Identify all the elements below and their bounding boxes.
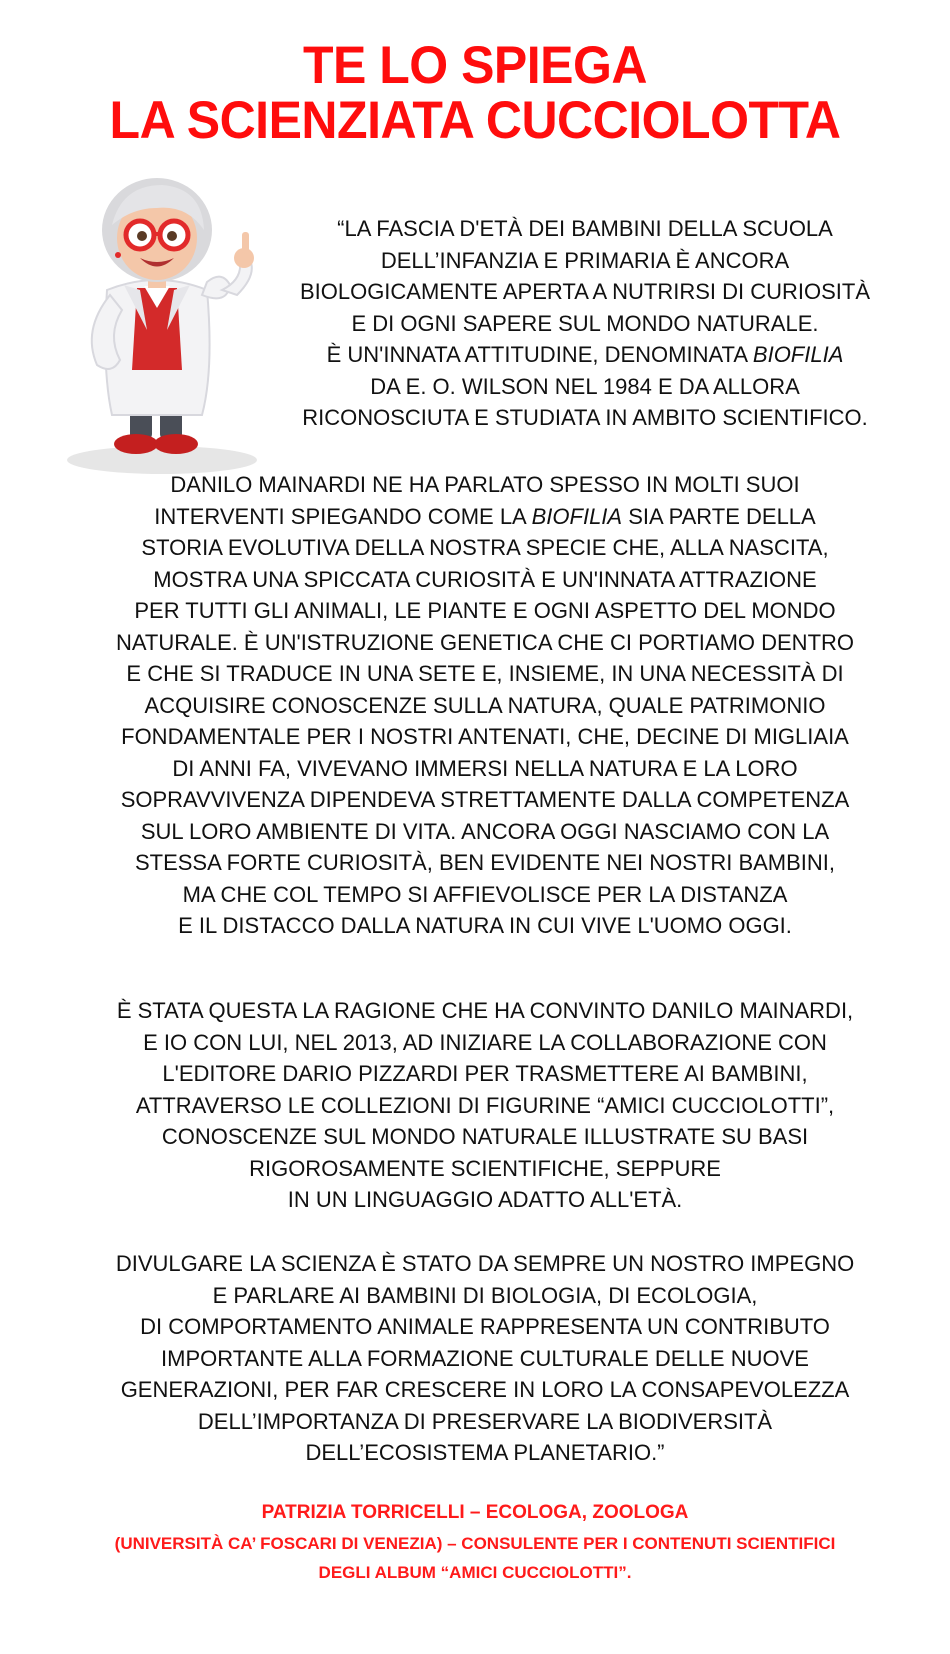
text-line: E DI OGNI SAPERE SUL MONDO NATURALE. [351, 310, 819, 336]
text-line: E CHE SI TRADUCE IN UNA SETE E, INSIEME, IN UNA NECESSITÀ DI [126, 661, 844, 686]
text-line: RICONOSCIUTA E STUDIATA IN AMBITO SCIENTIFICO. [302, 405, 868, 430]
text-line: E IO CON LUI, NEL 2013, AD INIZIARE LA COLLABORAZIONE CON [143, 1029, 827, 1055]
text-line: DI ANNI FA, VIVEVANO IMMERSI NELLA NATURA E LA LORO [172, 755, 798, 781]
quote-paragraph-4 [40, 1248, 930, 1469]
text-line: ATTRAVERSO LE COLLEZIONI DI FIGURINE “AMICI CUCCIOLOTTI”, [135, 1092, 835, 1118]
text-line: NATURALE. È UN'ISTRUZIONE GENETICA CHE CI PORTIAMO DENTRO [115, 629, 855, 655]
text-line: MOSTRA UNA SPICCATA CURIOSITÀ E UN'INNATA ATTRAZIONE [153, 566, 817, 592]
text-segment: SIA PARTE DELLA [622, 503, 816, 529]
signature-name: PATRIZIA TORRICELLI – ECOLOGA, ZOOLOGA [261, 1502, 689, 1523]
text-line: DELL’IMPORTANZA DI PRESERVARE LA BIODIVERSITÀ [197, 1408, 773, 1434]
text-line: STORIA EVOLUTIVA DELLA NOSTRA SPECIE CHE, ALLA NASCITA, [141, 535, 829, 560]
text-line [40, 501, 930, 533]
text-line: IN UN LINGUAGGIO ADATTO ALL'ETÀ. [287, 1187, 683, 1212]
quote-paragraph-2 [40, 469, 930, 942]
text-line: MA CHE COL TEMPO SI AFFIEVOLISCE PER LA DISTANZA [182, 881, 788, 907]
text-line: DIVULGARE LA SCIENZA È STATO DA SEMPRE UN NOSTRO IMPEGNO [115, 1251, 855, 1276]
text-line: IMPORTANTE ALLA FORMAZIONE CULTURALE DELLE NUOVE [161, 1345, 809, 1371]
text-line [250, 339, 920, 371]
text-line: SOPRAVVIVENZA DIPENDEVA STRETTAMENTE DALLA COMPETENZA [120, 787, 850, 812]
text-line: DI COMPORTAMENTO ANIMALE RAPPRESENTA UN CONTRIBUTO [140, 1314, 830, 1339]
text-line: CONOSCENZE SUL MONDO NATURALE ILLUSTRATE SU BASI [161, 1124, 809, 1149]
text-line: PER TUTTI GLI ANIMALI, LE PIANTE E OGNI ASPETTO DEL MONDO [134, 598, 836, 623]
biofilia-term: BIOFILIA [752, 342, 844, 367]
text-line: DA E. O. WILSON NEL 1984 E DA ALLORA [370, 373, 800, 399]
text-line: DELL’INFANZIA E PRIMARIA È ANCORA [380, 247, 790, 273]
title-line-1: TE LO SPIEGA [302, 35, 648, 95]
text-line: FONDAMENTALE PER I NOSTRI ANTENATI, CHE, DECINE DI MIGLIAIA [121, 724, 849, 749]
text-line: L'EDITORE DARIO PIZZARDI PER TRASMETTERE AI BAMBINI, [162, 1061, 808, 1086]
text-line: ACQUISIRE CONOSCENZE SULLA NATURA, QUALE PATRIMONIO [144, 692, 826, 718]
text-line: E PARLARE AI BAMBINI DI BIOLOGIA, DI ECOLOGIA, [212, 1282, 758, 1308]
title-line-2: LA SCIENZIATA CUCCIOLOTTA [109, 90, 841, 150]
text-line: SUL LORO AMBIENTE DI VITA. ANCORA OGGI NASCIAMO CON LA [140, 818, 830, 844]
quote-paragraph-3 [40, 995, 930, 1216]
quote-paragraph-1 [250, 213, 920, 434]
text-line: RIGOROSAMENTE SCIENTIFICHE, SEPPURE [249, 1155, 721, 1181]
text-line: E IL DISTACCO DALLA NATURA IN CUI VIVE L'UOMO OGGI. [178, 913, 792, 938]
scientist-mascot-icon [52, 170, 282, 480]
biofilia-term: BIOFILIA [531, 503, 623, 529]
signature-line-3: DEGLI ALBUM “AMICI CUCCIOLOTTI”. [318, 1563, 632, 1582]
text-line: STESSA FORTE CURIOSITÀ, BEN EVIDENTE NEI NOSTRI BAMBINI, [134, 850, 836, 875]
text-line: DANILO MAINARDI NE HA PARLATO SPESSO IN MOLTI SUOI [170, 472, 800, 497]
text-segment: È UN'INNATA ATTITUDINE, DENOMINATA [326, 342, 753, 367]
signature-line-2: (UNIVERSITÀ CA’ FOSCARI DI VENEZIA) – CONSULENTE PER I CONTENUTI SCIENTIFICI [114, 1534, 836, 1553]
text-line: DELL’ECOSISTEMA PLANETARIO.” [305, 1440, 665, 1465]
text-line: È STATA QUESTA LA RAGIONE CHE HA CONVINTO DANILO MAINARDI, [116, 998, 854, 1023]
page-title [0, 35, 950, 150]
text-segment: INTERVENTI SPIEGANDO COME LA [154, 503, 532, 529]
text-line: BIOLOGICAMENTE APERTA A NUTRIRSI DI CURIOSITÀ [299, 279, 871, 304]
text-line: GENERAZIONI, PER FAR CRESCERE IN LORO LA CONSAPEVOLEZZA [120, 1377, 850, 1402]
signature-affiliation [0, 1529, 950, 1587]
text-line: “LA FASCIA D'ETÀ DEI BAMBINI DELLA SCUOLA [337, 216, 833, 241]
